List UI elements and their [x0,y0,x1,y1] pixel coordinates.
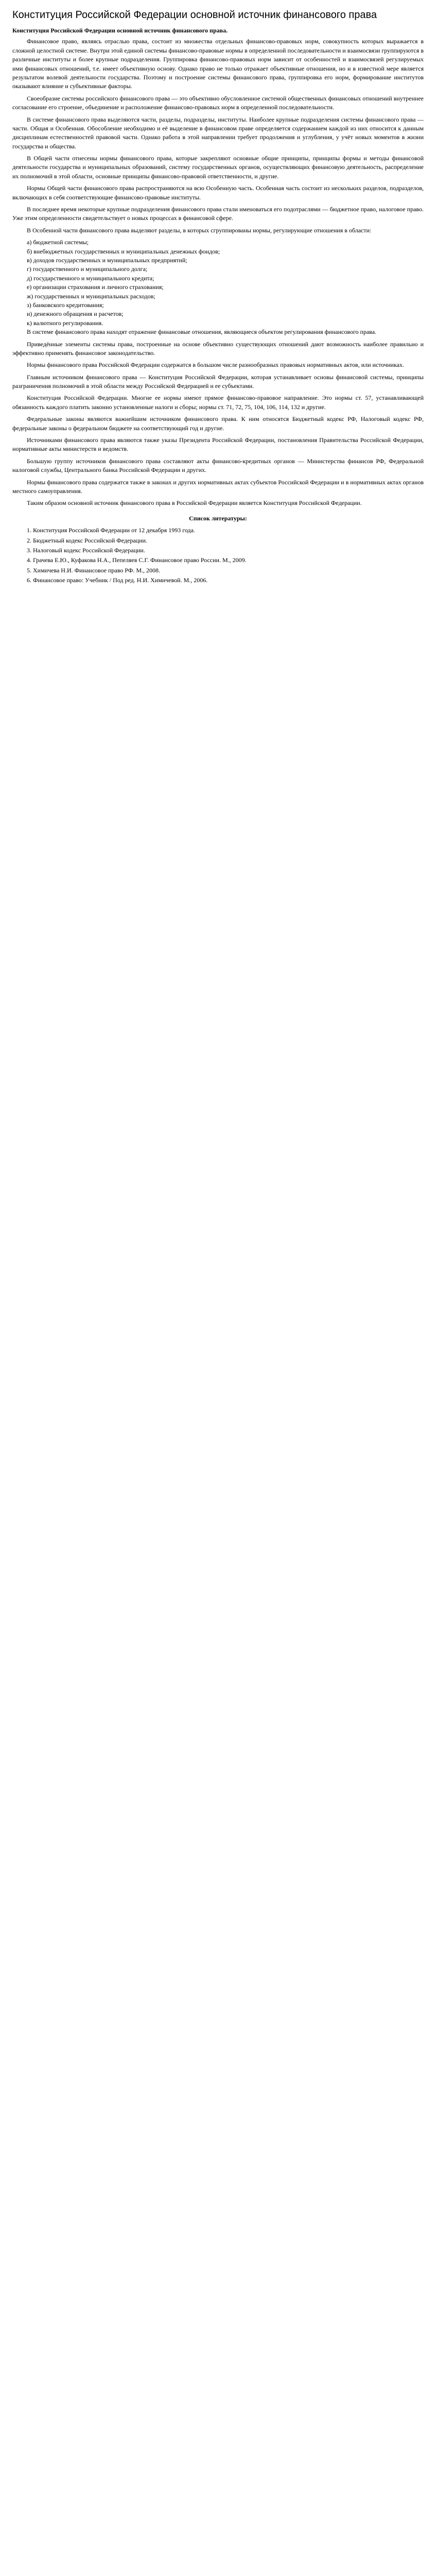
enumerated-list [12,238,424,328]
paragraph: В Общей части отнесены нормы финансового права, которые закрепляют основные общие принципы, принципы формы и методы финансовой деятельности государства и муниципальных образований, систему государственных органов, осуществляющих финансовую деятельность, распределение их полномочий в этой области, основные принципы финансово-правовой ответственности, и другие. [12,155,424,180]
paragraph: Главным источником финансового права — Конституция Российской Федерации, которая устанавливает основы финансовой системы, принципы разграничения полномочий в этой области между Российской Федерацией и ее субъектами. [12,373,424,390]
reference-item: 3. Налоговый кодекс Российской Федерации. [27,546,145,554]
reference-item: 2. Бюджетный кодекс Российской Федерации. [27,536,147,544]
list-item: б) внебюджетных государственных и муниципальных денежных фондов; [27,247,220,255]
reference-item: 1. Конституция Российской Федерации от 12 декабря 1993 года. [27,527,195,534]
paragraph: Федеральные законы являются важнейшим источником финансового права. К ним относятся Бюджетный кодекс РФ, Налоговый кодекс РФ, федеральные законы о федеральном бюджете на соответствующий год и другие. [12,415,424,432]
paragraph: В Особенной части финансового права выделяют разделы, в которых сгруппированы нормы, регулирующие отношения в области: [27,226,372,234]
paragraph: В системе финансового права находят отражение финансовые отношения, являющиеся объектом регулирования финансового права. [27,328,377,336]
paragraph: В системе финансового права выделяются части, разделы, подразделы, институты. Наиболее крупные подразделения системы финансового права — части. Общая и Особенная. Обособление необходимо и её выделение в финансовом праве определяется содержанием каждой из них относится к данным дисциплинам естественностей правовой части. Однако работа в этой направлении требует продолжения и углубления, у учёт новых моментов в жизни государства и общества. [12,115,424,150]
paragraph: Нормы финансового права содержатся также в законах и других нормативных актах субъектов Российской Федерации и в нормативных актах органов местного самоуправления. [12,478,424,495]
paragraph: Таким образом основной источник финансового права в Российской Федерации является Конституция Российской Федерации. [27,499,362,507]
paragraph: Источниками финансового права являются также указы Президента Российской Федерации, постановления Правительства Российской Федерации, нормативные акты министерств и ведомств. [12,436,424,453]
references-list [12,526,424,585]
section-heading: Конституция Российской Федерации основной источник финансового права. [12,27,228,34]
list-item: и) денежного обращения и расчетов; [27,310,124,318]
reference-item: 6. Финансовое право: Учебник / Под ред. Н.И. Химичевой. М., 2006. [27,577,208,584]
list-item: в) доходов государственных и муниципальных предприятий; [27,256,187,264]
paragraph: Нормы финансового права Российской Федерации содержатся в большом числе разнообразных правовых нормативных актов, или источниках. [27,361,404,369]
paragraph: Своеобразие системы российского финансового права — это объективно обусловленное системой общественных финансовых отношений внутреннее согласование его строение, объединение и расположение финансово-правовых норм в определенной последовательности. [12,94,424,111]
list-item: г) государственного и муниципального долга; [27,265,148,273]
paragraph: Большую группу источников финансового права составляют акты финансово-кредитных органов — Министерства финансов РФ, Федеральной налоговой службы, Центрального банка Российской Федерации и других. [12,457,424,474]
reference-item: 5. Химичева Н.И. Финансовое право РФ. М., 2008. [27,566,161,574]
paragraph: Приведённые элементы системы права, построенные на основе объективно существующих отношений дают возможность наиболее правильно и эффективно применять финансовое законодательство. [12,340,424,357]
body-text-block-2 [12,328,424,508]
references-title: Список литературы: [189,514,247,522]
list-item: е) организации страхования и личного страхования; [27,283,164,291]
document-page [0,0,436,606]
list-item: ж) государственных и муниципальных расходов; [27,292,155,300]
paragraph: Конституция Российской Федерации. Многие ее нормы имеют прямое финансово-правовое направление. Это нормы ст. 57, устанавливающей обязанность каждого платить законно установленные налоги и сборы; нормы ст. 71, 72, 75, 104, 106, 114, 132 и другие. [12,394,424,411]
paragraph: В последнее время некоторые крупные подразделения финансового права стали именоваться его подотраслями — бюджетное право, налоговое право. Уже этим определенности свидетельствует о новых процессах в финансовой сфере. [12,206,424,222]
list-item: д) государственного и муниципального кредита; [27,274,154,282]
document-title: Конституция Российской Федерации основной источник финансового права [12,9,377,21]
paragraph: Финансовое право, являясь отраслью права, состоит из множества отдельных финансово-правовых норм, совокупность которых выражается в сложной целостной системе. Внутри этой единой системы финансово-правовые нормы в определенной последовательности и взаимосвязи группируются в различные институты и более крупные подразделения. Группировка финансово-правовых норм зависит от особенностей и взаимосвязей регулируемых ими финансовых отношений, т.е. имеет объективную основу. Однако право не только отражает объективные отношения, но и в известной мере является результатом волевой деятельности государства. Поэтому и построение системы финансового права, группировка его норм, формирование институтов оказывают влияние и субъективные факторы. [12,38,424,90]
paragraph: Нормы Общей части финансового права распространяются на всю Особенную часть. Особенная часть состоит из нескольких разделов, подразделов, включающих в себя соответствующие финансово-правовые институты. [12,184,424,201]
reference-item: 4. Грачева Е.Ю., Куфакова Н.А., Пепеляев С.Г. Финансовое право России. М., 2009. [27,556,247,564]
body-text-block-1 [12,37,424,235]
list-item: з) банковского кредитования; [27,301,104,309]
list-item: а) бюджетной системы; [27,239,89,246]
list-item: к) валютного регулирования. [27,319,103,327]
